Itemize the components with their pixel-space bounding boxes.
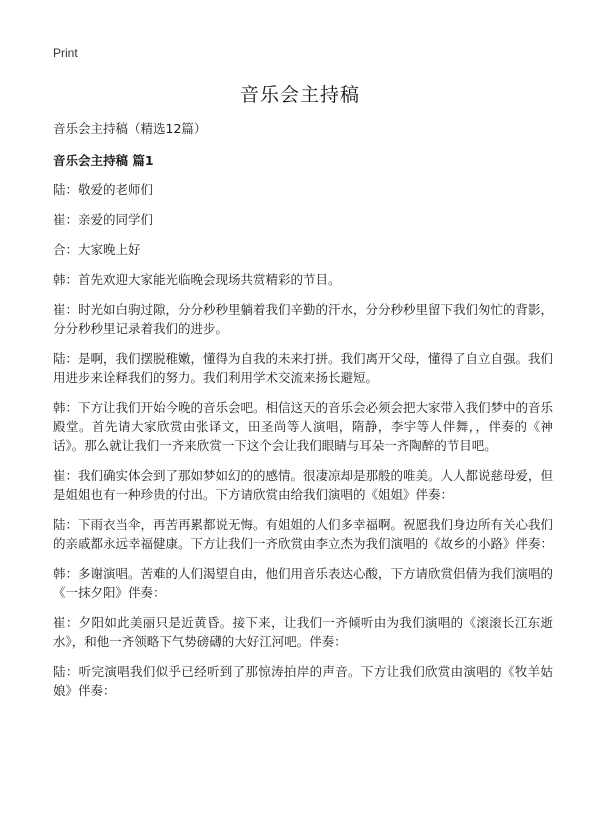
paragraph: 陆：是啊，我们摆脱稚嫩，懂得为自我的未来打拼。我们离开父母，懂得了自立自强。我们用进步来诠释我们的努力。我们利用学术交流来扬长避短。 xyxy=(53,351,554,385)
document-body xyxy=(53,121,553,711)
paragraph: 崔：夕阳如此美丽只是近黄昏。接下来，让我们一齐倾听由为我们演唱的《滚滚长江东逝水》，和他一齐领略下气势磅礴的大好江河吧。伴奏： xyxy=(53,615,553,649)
paragraph: 崔：我们确实体会到了那如梦如幻的的感情。很凄凉却是那般的唯美。人人都说慈母爱，但是姐姐也有一种珍贵的付出。下方请欣赏由给我们演唱的《姐姐》伴奏： xyxy=(53,468,554,502)
section-heading: 音乐会主持稿 篇1 xyxy=(53,153,154,168)
paragraph: 陆：听完演唱我们似乎已经听到了那惊涛拍岸的声音。下方让我们欣赏由演唱的《牧羊姑娘》伴奏： xyxy=(53,664,553,698)
paragraph: 陆：下雨衣当伞，再苦再累都说无悔。有姐姐的人们多幸福啊。祝愿我们身边所有关心我们的亲戚都永远幸福健康。下方让我们一齐欣赏由李立杰为我们演唱的《故乡的小路》伴奏： xyxy=(53,517,554,551)
paragraph: 合：大家晚上好 xyxy=(53,242,141,257)
document-title: 音乐会主持稿 xyxy=(239,84,360,106)
print-label: Print xyxy=(53,46,78,60)
document-subtitle: 音乐会主持稿（精选12篇） xyxy=(53,121,207,136)
paragraph: 陆：敬爱的老师们 xyxy=(53,182,154,197)
paragraph: 韩：下方让我们开始今晚的音乐会吧。相信这天的音乐会必须会把大家带入我们梦中的音乐殿堂。首先请大家欣赏由张译文，田圣尚等人演唱，隋静，李宇等人伴舞，，伴奏的《神话》。那么就让我们一齐来欣赏一下这个会让我们眼睛与耳朵一齐陶醉的节目吧。 xyxy=(53,400,554,453)
paragraph: 韩：多谢演唱。苦难的人们渴望自由，他们用音乐表达心酸，下方请欣赏侣倩为我们演唱的《一抹夕阳》伴奏： xyxy=(53,566,554,600)
paragraph: 崔：时光如白驹过隙，分分秒秒里躺着我们辛勤的汗水，分分秒秒里留下我们匆忙的背影，分分秒秒里记录着我们的进步。 xyxy=(53,302,554,336)
paragraph: 韩：首先欢迎大家能光临晚会现场共赏精彩的节目。 xyxy=(53,272,341,287)
paragraph: 崔：亲爱的同学们 xyxy=(53,212,154,227)
